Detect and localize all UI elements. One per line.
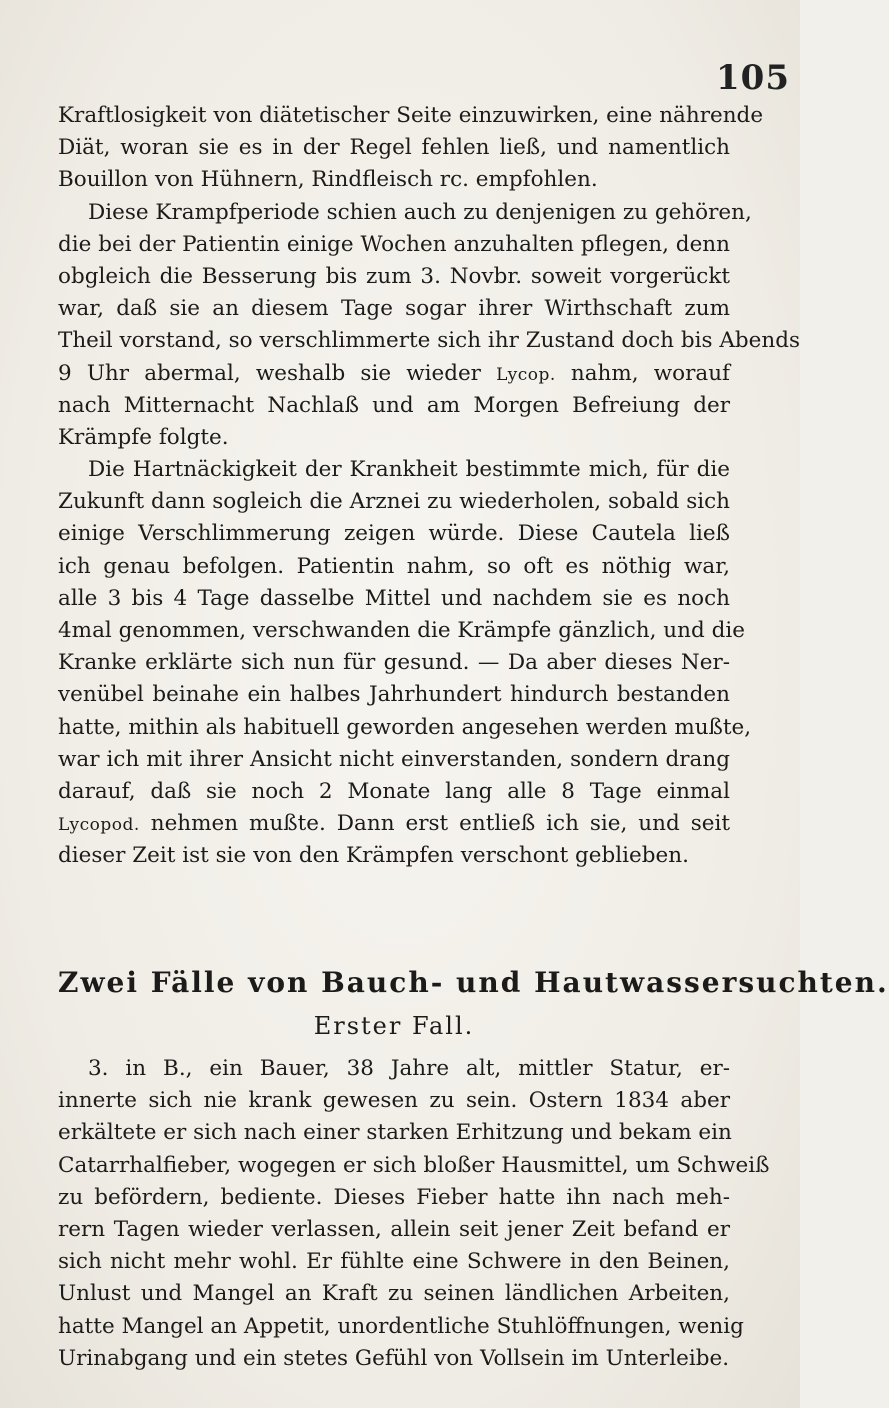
text-line bbox=[58, 358, 730, 390]
text-line: Zukunft dann sogleich die Arznei zu wiederholen, sobald sich bbox=[58, 489, 730, 515]
text-line: dieser Zeit ist sie von den Krämpfen verschont geblieben. bbox=[58, 843, 689, 869]
text-line: ich genau befolgen. Patientin nahm, so oft es nöthig war, bbox=[58, 553, 730, 579]
text-segment: nahm, worauf bbox=[555, 360, 731, 386]
text-line: venübel beinahe ein halbes Jahrhundert hindurch bestanden bbox=[58, 682, 730, 708]
text-line: nach Mitternacht Nachlaß und am Morgen Befreiung der bbox=[58, 392, 730, 418]
text-line: Unlust und Mangel an Kraft zu seinen ländlichen Arbeiten, bbox=[58, 1281, 730, 1307]
text-line: Die Hartnäckigkeit der Krankheit bestimmte mich, für die bbox=[88, 457, 730, 483]
text-line: Diese Krampfperiode schien auch zu denjenigen zu gehören, bbox=[88, 199, 752, 225]
text-line: Catarrhalfieber, wogegen er sich bloßer Hausmittel, um Schweiß bbox=[58, 1152, 770, 1178]
text-line: hatte, mithin als habituell geworden angesehen werden mußte, bbox=[58, 714, 752, 740]
text-segment: Lycop. bbox=[496, 364, 556, 385]
text-line: hatte Mangel an Appetit, unordentliche Stuhlöffnungen, wenig bbox=[58, 1313, 744, 1339]
text-line: rern Tagen wieder verlassen, allein seit jener Zeit befand er bbox=[58, 1216, 730, 1242]
text-line: einige Verschlimmerung zeigen würde. Diese Cautela ließ bbox=[58, 521, 730, 547]
text-line: obgleich die Besserung bis zum 3. Novbr. soweit vorgerückt bbox=[58, 263, 730, 289]
text-segment: nehmen mußte. Dann erst entließ ich sie, und seit bbox=[139, 811, 730, 837]
text-line: erkältete er sich nach einer starken Erhitzung und bekam ein bbox=[58, 1120, 732, 1146]
text-segment: Lycopod. bbox=[58, 815, 140, 836]
text-line: Kraftlosigkeit von diätetischer Seite einzuwirken, eine nährende bbox=[58, 103, 764, 128]
text-line: darauf, daß sie noch 2 Monate lang alle 8 Tage einmal bbox=[58, 778, 730, 804]
text-line: 4mal genommen, verschwanden die Krämpfe gänzlich, und die bbox=[58, 618, 745, 643]
text-line: Krämpfe folgte. bbox=[58, 424, 229, 450]
text-line: 3. in B., ein Bauer, 38 Jahre alt, mittler Statur, er- bbox=[88, 1056, 730, 1081]
case-title: Erster Fall. bbox=[313, 1012, 475, 1040]
text-line: sich nicht mehr wohl. Er fühlte eine Schwere in den Beinen, bbox=[58, 1249, 730, 1275]
text-segment: 9 Uhr abermal, weshalb sie wieder bbox=[58, 360, 497, 386]
text-line: Urinabgang und ein stetes Gefühl von Vollsein im Unterleibe. bbox=[58, 1345, 730, 1371]
text-line: Diät, woran sie es in der Regel fehlen ließ, und namentlich bbox=[58, 135, 730, 161]
text-line: zu befördern, bediente. Dieses Fieber hatte ihn nach meh- bbox=[58, 1184, 730, 1210]
text-line: Kranke erklärte sich nun für gesund. — Da aber dieses Ner- bbox=[58, 650, 730, 676]
text-line bbox=[58, 808, 730, 840]
text-line: Theil vorstand, so verschlimmerte sich ihr Zustand doch bis Abends bbox=[58, 328, 801, 354]
text-line: alle 3 bis 4 Tage dasselbe Mittel und nachdem sie es noch bbox=[58, 585, 730, 611]
text-line: war ich mit ihrer Ansicht nicht einverstanden, sondern drang bbox=[58, 746, 730, 772]
text-line: die bei der Patientin einige Wochen anzuhalten pflegen, denn bbox=[58, 231, 730, 257]
text-block-upper bbox=[58, 100, 801, 873]
text-line: innerte sich nie krank gewesen zu sein. Ostern 1834 aber bbox=[58, 1088, 730, 1114]
text-line: Bouillon von Hühnern, Rindfleisch rc. empfohlen. bbox=[58, 167, 598, 193]
section-title: Zwei Fälle von Bauch- und Hautwassersuchten. bbox=[58, 966, 889, 999]
text-block-lower bbox=[58, 1053, 770, 1375]
text-line: war, daß sie an diesem Tage sogar ihrer Wirthschaft zum bbox=[58, 296, 730, 322]
page-number: 105 bbox=[716, 58, 790, 98]
